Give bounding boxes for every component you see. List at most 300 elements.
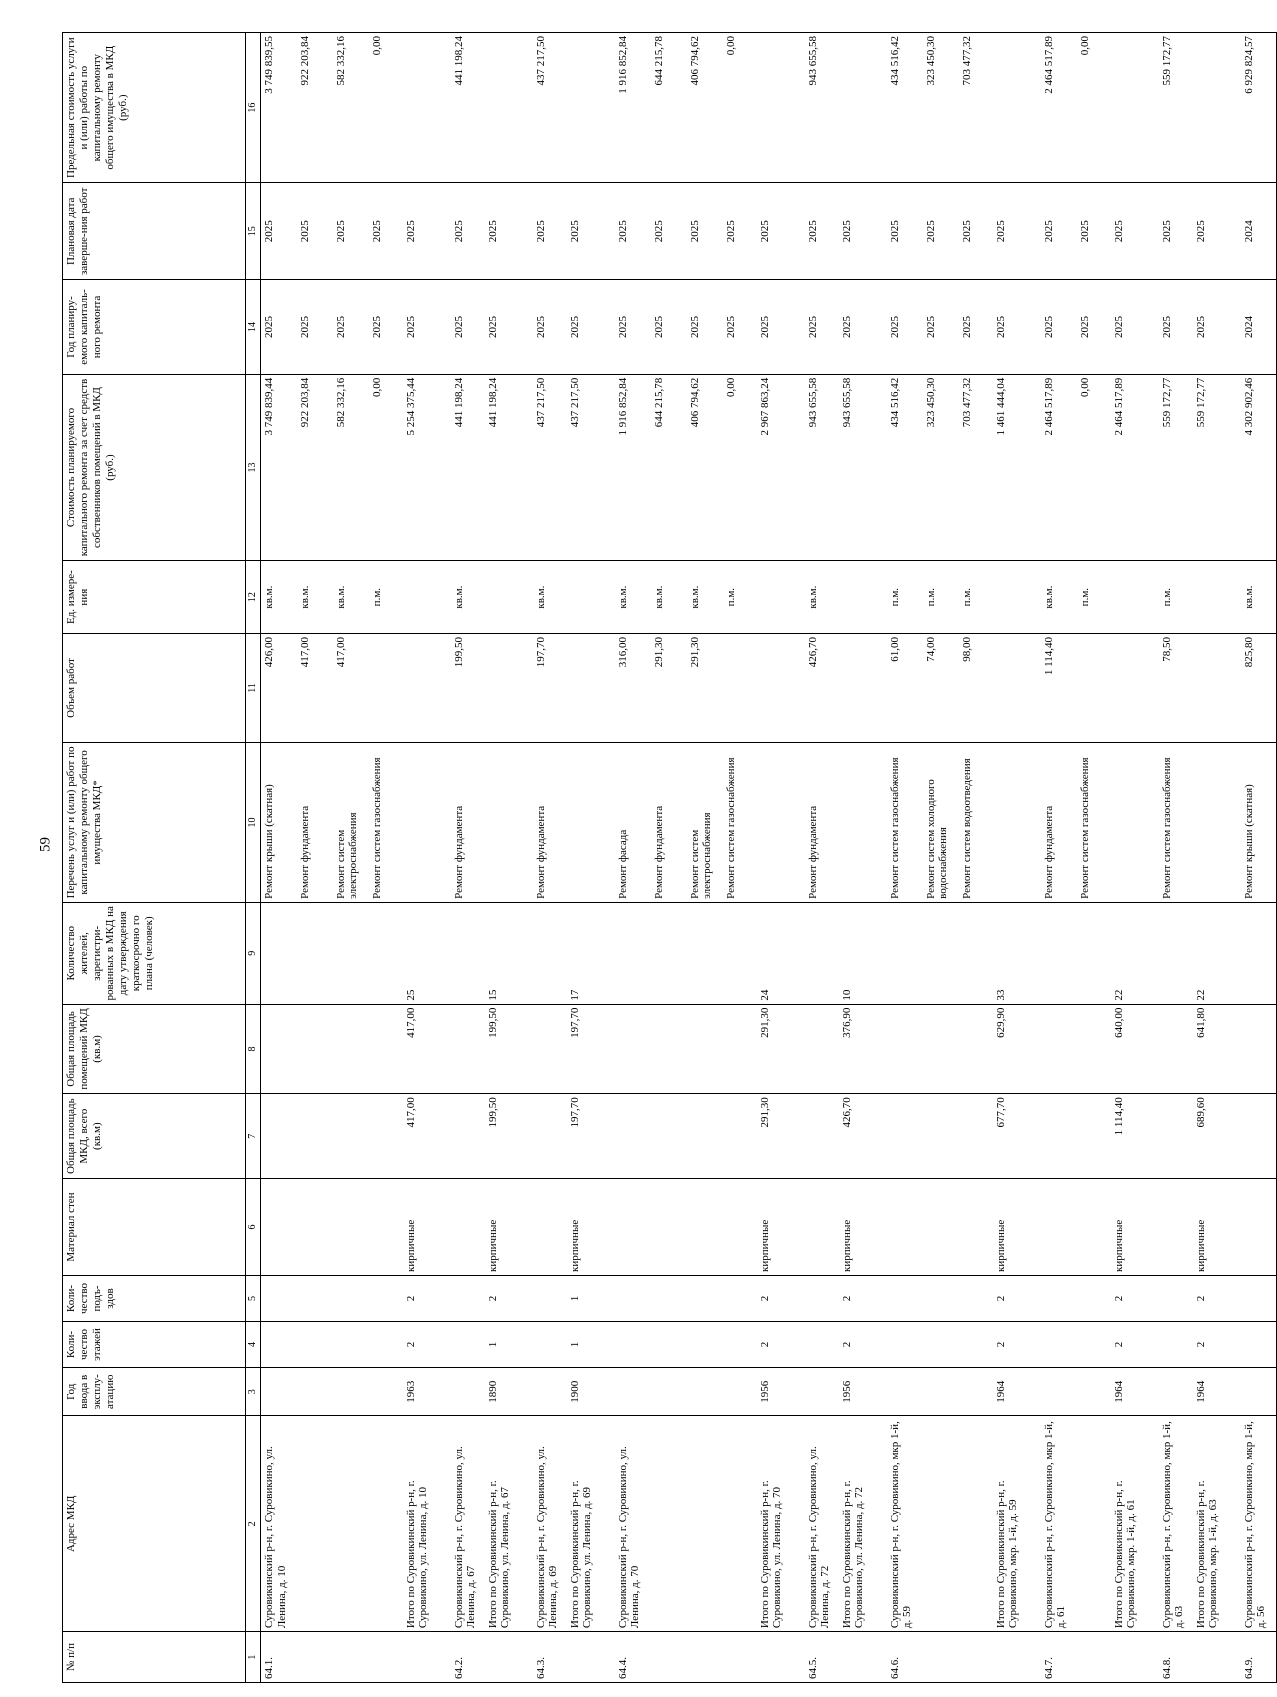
wall-material-cell: кирпичные xyxy=(405,1179,451,1276)
header-cell: Коли-чество этажей xyxy=(63,1322,246,1368)
year-built-cell xyxy=(369,1368,405,1416)
limit-cost-cell xyxy=(841,33,887,183)
planned-cost-cell: 1 461 444,04 xyxy=(995,374,1041,561)
table-row xyxy=(651,33,687,1683)
residents-cell: 10 xyxy=(841,902,887,1004)
header-cell: Год ввода в эксплу-атацию xyxy=(63,1368,246,1416)
wall-material-cell: кирпичные xyxy=(1195,1179,1241,1276)
completion-year-cell: 2025 xyxy=(887,183,923,280)
column-number: 8 xyxy=(246,1004,261,1094)
work-volume-cell: 74,00 xyxy=(923,633,959,742)
planned-cost-cell: 582 332,16 xyxy=(333,374,369,561)
work-type-cell: Ремонт систем холодного водоснабжения xyxy=(923,742,959,902)
residents-cell xyxy=(451,902,487,1004)
limit-cost-cell: 2 464 517,89 xyxy=(1041,33,1077,183)
unit-cell: кв.м. xyxy=(451,561,487,634)
work-type-cell: Ремонт фундамента xyxy=(1041,742,1077,902)
unit-cell xyxy=(1195,561,1241,634)
limit-cost-cell xyxy=(405,33,451,183)
column-number: 10 xyxy=(246,742,261,902)
row-number-cell: 64.2. xyxy=(451,1632,487,1683)
work-type-cell xyxy=(1113,742,1159,902)
floors-cell: 2 xyxy=(995,1322,1041,1368)
work-type-cell: Ремонт систем газоснабжения xyxy=(1159,742,1195,902)
unit-cell: п.м. xyxy=(887,561,923,634)
address-cell: Суровикинский р-н, г. Суровикино, мкр 1-й, д. 59 xyxy=(887,1416,923,1632)
planned-cost-cell: 2 464 517,89 xyxy=(1041,374,1077,561)
floors-cell xyxy=(805,1322,841,1368)
residents-cell xyxy=(261,902,297,1004)
header-cell: Адрес МКД xyxy=(63,1416,246,1632)
repair-year-cell: 2025 xyxy=(995,280,1041,374)
unit-cell: кв.м. xyxy=(615,561,651,634)
residents-cell xyxy=(651,902,687,1004)
row-number-cell xyxy=(841,1632,887,1683)
floors-cell: 2 xyxy=(759,1322,805,1368)
column-number: 3 xyxy=(246,1368,261,1416)
row-number-cell: 64.6. xyxy=(887,1632,923,1683)
entrances-cell xyxy=(805,1275,841,1321)
wall-material-cell xyxy=(369,1179,405,1276)
residents-cell xyxy=(723,902,759,1004)
wall-material-cell: кирпичные xyxy=(841,1179,887,1276)
repair-year-cell: 2025 xyxy=(887,280,923,374)
planned-cost-cell: 1 916 852,84 xyxy=(615,374,651,561)
total-area-cell xyxy=(333,1094,369,1179)
premises-area-cell: 199,50 xyxy=(487,1004,533,1094)
year-built-cell xyxy=(1077,1368,1113,1416)
header-cell: Коли-чество подъ-здов xyxy=(63,1275,246,1321)
planned-cost-cell: 406 794,62 xyxy=(687,374,723,561)
premises-area-cell xyxy=(333,1004,369,1094)
premises-area-cell: 641,80 xyxy=(1195,1004,1241,1094)
column-number: 1 xyxy=(246,1632,261,1683)
premises-area-cell xyxy=(533,1004,569,1094)
year-built-cell xyxy=(615,1368,651,1416)
year-built-cell xyxy=(651,1368,687,1416)
limit-cost-cell: 6 929 824,57 xyxy=(1241,33,1277,183)
column-number: 16 xyxy=(246,33,261,183)
total-area-cell: 417,00 xyxy=(405,1094,451,1179)
table-row xyxy=(723,33,759,1683)
residents-cell xyxy=(887,902,923,1004)
completion-year-cell: 2025 xyxy=(723,183,759,280)
total-row xyxy=(759,33,805,1683)
unit-cell: кв.м. xyxy=(651,561,687,634)
work-type-cell xyxy=(759,742,805,902)
entrances-cell xyxy=(923,1275,959,1321)
limit-cost-cell xyxy=(569,33,615,183)
total-area-cell xyxy=(1241,1094,1277,1179)
column-number: 15 xyxy=(246,183,261,280)
table-row xyxy=(451,33,487,1683)
wall-material-cell xyxy=(297,1179,333,1276)
residents-cell: 25 xyxy=(405,902,451,1004)
work-volume-cell: 417,00 xyxy=(297,633,333,742)
premises-area-cell xyxy=(723,1004,759,1094)
repair-year-cell: 2025 xyxy=(333,280,369,374)
address-cell: Итого по Суровикинский р-н, г. Суровикино, мкр. 1-й, д. 63 xyxy=(1195,1416,1241,1632)
completion-year-cell: 2025 xyxy=(995,183,1041,280)
entrances-cell xyxy=(959,1275,995,1321)
header-cell: Общая площадь МКД, всего (кв.м) xyxy=(63,1094,246,1179)
total-row xyxy=(995,33,1041,1683)
row-number-cell: 64.3. xyxy=(533,1632,569,1683)
repair-year-cell: 2025 xyxy=(261,280,297,374)
column-number: 13 xyxy=(246,374,261,561)
work-type-cell: Ремонт систем газоснабжения xyxy=(887,742,923,902)
floors-cell xyxy=(887,1322,923,1368)
work-type-cell: Ремонт систем электроснабжения xyxy=(687,742,723,902)
unit-cell: кв.м. xyxy=(687,561,723,634)
floors-cell xyxy=(1077,1322,1113,1368)
address-cell: Итого по Суровикинский р-н, г. Суровикино, ул. Ленина, д. 69 xyxy=(569,1416,615,1632)
address-cell: Итого по Суровикинский р-н, г. Суровикино, мкр. 1-й, д. 61 xyxy=(1113,1416,1159,1632)
work-volume-cell xyxy=(569,633,615,742)
total-row xyxy=(1195,33,1241,1683)
premises-area-cell xyxy=(959,1004,995,1094)
repair-year-cell: 2025 xyxy=(723,280,759,374)
floors-cell: 1 xyxy=(569,1322,615,1368)
residents-cell xyxy=(1077,902,1113,1004)
entrances-cell: 2 xyxy=(1195,1275,1241,1321)
address-cell: Суровикинский р-н, г. Суровикино, ул. Ленина, д. 67 xyxy=(451,1416,487,1632)
floors-cell: 2 xyxy=(405,1322,451,1368)
wall-material-cell xyxy=(723,1179,759,1276)
address-cell: Итого по Суровикинский р-н, г. Суровикино, мкр. 1-й, д. 59 xyxy=(995,1416,1041,1632)
premises-area-cell xyxy=(369,1004,405,1094)
column-number: 5 xyxy=(246,1275,261,1321)
year-built-cell xyxy=(887,1368,923,1416)
work-type-cell: Ремонт систем газоснабжения xyxy=(369,742,405,902)
floors-cell: 2 xyxy=(1195,1322,1241,1368)
work-type-cell: Ремонт систем водоотведения xyxy=(959,742,995,902)
column-number: 12 xyxy=(246,561,261,634)
row-number-cell xyxy=(651,1632,687,1683)
address-cell xyxy=(333,1416,369,1632)
row-number-cell: 64.5. xyxy=(805,1632,841,1683)
wall-material-cell xyxy=(651,1179,687,1276)
address-cell xyxy=(297,1416,333,1632)
work-type-cell: Ремонт крыши (скатная) xyxy=(261,742,297,902)
table-row xyxy=(615,33,651,1683)
completion-year-cell: 2025 xyxy=(451,183,487,280)
repair-year-cell: 2025 xyxy=(1113,280,1159,374)
completion-year-cell: 2025 xyxy=(1113,183,1159,280)
wall-material-cell xyxy=(615,1179,651,1276)
entrances-cell: 2 xyxy=(759,1275,805,1321)
work-type-cell xyxy=(405,742,451,902)
total-area-cell xyxy=(369,1094,405,1179)
premises-area-cell: 640,00 xyxy=(1113,1004,1159,1094)
completion-year-cell: 2025 xyxy=(959,183,995,280)
planned-cost-cell: 2 464 517,89 xyxy=(1113,374,1159,561)
unit-cell: п.м. xyxy=(923,561,959,634)
column-number: 11 xyxy=(246,633,261,742)
repair-year-cell: 2025 xyxy=(569,280,615,374)
total-area-cell xyxy=(615,1094,651,1179)
column-number: 4 xyxy=(246,1322,261,1368)
entrances-cell xyxy=(687,1275,723,1321)
limit-cost-cell: 437 217,50 xyxy=(533,33,569,183)
wall-material-cell: кирпичные xyxy=(569,1179,615,1276)
year-built-cell xyxy=(333,1368,369,1416)
address-cell: Суровикинский р-н, г. Суровикино, ул. Ленина, д. 10 xyxy=(261,1416,297,1632)
limit-cost-cell: 0,00 xyxy=(369,33,405,183)
residents-cell xyxy=(1241,902,1277,1004)
residents-cell xyxy=(369,902,405,1004)
total-row xyxy=(841,33,887,1683)
work-type-cell xyxy=(995,742,1041,902)
wall-material-cell: кирпичные xyxy=(995,1179,1041,1276)
repair-year-cell: 2025 xyxy=(451,280,487,374)
planned-cost-cell: 922 203,84 xyxy=(297,374,333,561)
repair-year-cell: 2025 xyxy=(651,280,687,374)
row-number-cell: 64.4. xyxy=(615,1632,651,1683)
completion-year-cell: 2025 xyxy=(805,183,841,280)
table-row xyxy=(533,33,569,1683)
year-built-cell xyxy=(687,1368,723,1416)
work-volume-cell xyxy=(405,633,451,742)
unit-cell xyxy=(569,561,615,634)
work-type-cell: Ремонт крыши (скатная) xyxy=(1241,742,1277,902)
limit-cost-cell: 559 172,77 xyxy=(1159,33,1195,183)
row-number-cell: 64.7. xyxy=(1041,1632,1077,1683)
address-cell xyxy=(369,1416,405,1632)
planned-cost-cell: 323 450,30 xyxy=(923,374,959,561)
completion-year-cell: 2025 xyxy=(533,183,569,280)
planned-cost-cell: 559 172,77 xyxy=(1195,374,1241,561)
wall-material-cell xyxy=(1041,1179,1077,1276)
premises-area-cell xyxy=(1077,1004,1113,1094)
work-type-cell: Ремонт фундамента xyxy=(297,742,333,902)
total-area-cell: 677,70 xyxy=(995,1094,1041,1179)
total-row xyxy=(569,33,615,1683)
header-cell: Стоимость планируемого капитального ремонта за счет средств собственников помещений в МКД (руб.) xyxy=(63,374,246,561)
completion-year-cell: 2025 xyxy=(1159,183,1195,280)
address-cell: Итого по Суровикинский р-н, г. Суровикино, ул. Ленина, д. 72 xyxy=(841,1416,887,1632)
row-number-cell: 64.8. xyxy=(1159,1632,1195,1683)
work-volume-cell: 78,50 xyxy=(1159,633,1195,742)
repair-year-cell: 2025 xyxy=(959,280,995,374)
year-built-cell xyxy=(923,1368,959,1416)
residents-cell xyxy=(1041,902,1077,1004)
table-row xyxy=(805,33,841,1683)
repair-year-cell: 2024 xyxy=(1241,280,1277,374)
planned-cost-cell: 0,00 xyxy=(1077,374,1113,561)
wall-material-cell xyxy=(533,1179,569,1276)
address-cell: Суровикинский р-н, г. Суровикино, мкр 1-й, д. 63 xyxy=(1159,1416,1195,1632)
entrances-cell: 2 xyxy=(1113,1275,1159,1321)
completion-year-cell: 2025 xyxy=(687,183,723,280)
planned-cost-cell: 3 749 839,44 xyxy=(261,374,297,561)
residents-cell: 22 xyxy=(1195,902,1241,1004)
header-cell: № п/п xyxy=(63,1632,246,1683)
address-cell xyxy=(923,1416,959,1632)
limit-cost-cell: 0,00 xyxy=(723,33,759,183)
planned-cost-cell: 437 217,50 xyxy=(569,374,615,561)
total-area-cell xyxy=(887,1094,923,1179)
residents-cell: 24 xyxy=(759,902,805,1004)
year-built-cell xyxy=(959,1368,995,1416)
premises-area-cell xyxy=(651,1004,687,1094)
completion-year-cell: 2025 xyxy=(1195,183,1241,280)
premises-area-cell xyxy=(297,1004,333,1094)
table-row xyxy=(261,33,297,1683)
total-area-cell xyxy=(533,1094,569,1179)
premises-area-cell xyxy=(451,1004,487,1094)
repair-year-cell: 2025 xyxy=(369,280,405,374)
total-area-cell xyxy=(1041,1094,1077,1179)
completion-year-cell: 2025 xyxy=(841,183,887,280)
row-number-cell xyxy=(923,1632,959,1683)
premises-area-cell: 197,70 xyxy=(569,1004,615,1094)
year-built-cell xyxy=(1159,1368,1195,1416)
row-number-cell xyxy=(687,1632,723,1683)
entrances-cell xyxy=(533,1275,569,1321)
entrances-cell xyxy=(1159,1275,1195,1321)
limit-cost-cell: 406 794,62 xyxy=(687,33,723,183)
address-cell xyxy=(959,1416,995,1632)
capital-repair-table-container xyxy=(62,32,1268,1683)
address-cell: Итого по Суровикинский р-н, г. Суровикино, ул. Ленина, д. 67 xyxy=(487,1416,533,1632)
unit-cell xyxy=(841,561,887,634)
wall-material-cell: кирпичные xyxy=(487,1179,533,1276)
planned-cost-cell: 4 302 902,46 xyxy=(1241,374,1277,561)
table-row xyxy=(687,33,723,1683)
column-number: 9 xyxy=(246,902,261,1004)
completion-year-cell: 2025 xyxy=(923,183,959,280)
entrances-cell xyxy=(261,1275,297,1321)
premises-area-cell xyxy=(261,1004,297,1094)
row-number-cell xyxy=(1195,1632,1241,1683)
header-cell: Ед. измере-ния xyxy=(63,561,246,634)
wall-material-cell xyxy=(333,1179,369,1276)
row-number-cell xyxy=(487,1632,533,1683)
work-volume-cell: 316,00 xyxy=(615,633,651,742)
unit-cell xyxy=(405,561,451,634)
floors-cell xyxy=(261,1322,297,1368)
floors-cell xyxy=(333,1322,369,1368)
limit-cost-cell: 323 450,30 xyxy=(923,33,959,183)
column-number: 14 xyxy=(246,280,261,374)
row-number-cell xyxy=(1077,1632,1113,1683)
row-number-cell xyxy=(959,1632,995,1683)
repair-year-cell: 2025 xyxy=(1041,280,1077,374)
floors-cell xyxy=(1241,1322,1277,1368)
year-built-cell xyxy=(723,1368,759,1416)
address-cell: Суровикинский р-н, г. Суровикино, ул. Ленина, д. 69 xyxy=(533,1416,569,1632)
total-area-cell xyxy=(1159,1094,1195,1179)
entrances-cell xyxy=(451,1275,487,1321)
unit-cell: кв.м. xyxy=(333,561,369,634)
limit-cost-cell: 582 332,16 xyxy=(333,33,369,183)
row-number-cell xyxy=(723,1632,759,1683)
unit-cell: кв.м. xyxy=(533,561,569,634)
planned-cost-cell: 0,00 xyxy=(723,374,759,561)
work-volume-cell: 291,30 xyxy=(651,633,687,742)
header-cell: Год планиру-емого капиталь-ного ремонта xyxy=(63,280,246,374)
work-volume-cell xyxy=(1195,633,1241,742)
row-number-cell xyxy=(369,1632,405,1683)
entrances-cell xyxy=(1041,1275,1077,1321)
premises-area-cell xyxy=(923,1004,959,1094)
table-row xyxy=(1241,33,1277,1683)
wall-material-cell xyxy=(959,1179,995,1276)
total-area-cell: 689,60 xyxy=(1195,1094,1241,1179)
work-volume-cell xyxy=(369,633,405,742)
residents-cell xyxy=(297,902,333,1004)
year-built-cell: 1956 xyxy=(759,1368,805,1416)
limit-cost-cell: 703 477,32 xyxy=(959,33,995,183)
wall-material-cell xyxy=(261,1179,297,1276)
planned-cost-cell: 441 198,24 xyxy=(451,374,487,561)
residents-cell: 15 xyxy=(487,902,533,1004)
work-volume-cell: 199,50 xyxy=(451,633,487,742)
address-cell: Суровикинский р-н, г. Суровикино, мкр 1-й, д. 61 xyxy=(1041,1416,1077,1632)
header-cell: Плановая дата заверше-ния работ xyxy=(63,183,246,280)
floors-cell xyxy=(651,1322,687,1368)
entrances-cell xyxy=(297,1275,333,1321)
planned-cost-cell: 0,00 xyxy=(369,374,405,561)
repair-year-cell: 2025 xyxy=(615,280,651,374)
total-row xyxy=(487,33,533,1683)
limit-cost-cell xyxy=(1113,33,1159,183)
premises-area-cell: 629,90 xyxy=(995,1004,1041,1094)
row-number-cell: 64.9. xyxy=(1241,1632,1277,1683)
floors-cell xyxy=(533,1322,569,1368)
floors-cell: 1 xyxy=(487,1322,533,1368)
address-cell xyxy=(723,1416,759,1632)
work-type-cell: Ремонт фундамента xyxy=(451,742,487,902)
entrances-cell: 2 xyxy=(405,1275,451,1321)
repair-year-cell: 2025 xyxy=(487,280,533,374)
work-volume-cell xyxy=(841,633,887,742)
row-number-cell xyxy=(1113,1632,1159,1683)
planned-cost-cell: 943 655,58 xyxy=(841,374,887,561)
planned-cost-cell: 441 198,24 xyxy=(487,374,533,561)
address-cell: Суровикинский р-н, г. Суровикино, ул. Ленина, д. 70 xyxy=(615,1416,651,1632)
entrances-cell: 2 xyxy=(995,1275,1041,1321)
unit-cell: кв.м. xyxy=(261,561,297,634)
premises-area-cell xyxy=(1041,1004,1077,1094)
work-type-cell xyxy=(487,742,533,902)
total-area-cell xyxy=(687,1094,723,1179)
work-type-cell xyxy=(1195,742,1241,902)
year-built-cell xyxy=(533,1368,569,1416)
limit-cost-cell: 3 749 839,55 xyxy=(261,33,297,183)
residents-cell xyxy=(533,902,569,1004)
floors-cell xyxy=(297,1322,333,1368)
entrances-cell xyxy=(615,1275,651,1321)
unit-cell: п.м. xyxy=(1159,561,1195,634)
work-volume-cell: 98,00 xyxy=(959,633,995,742)
table-row xyxy=(959,33,995,1683)
wall-material-cell xyxy=(923,1179,959,1276)
total-area-cell xyxy=(723,1094,759,1179)
total-area-cell: 426,70 xyxy=(841,1094,887,1179)
total-row xyxy=(405,33,451,1683)
work-volume-cell: 291,30 xyxy=(687,633,723,742)
total-area-cell xyxy=(261,1094,297,1179)
work-type-cell: Ремонт фасада xyxy=(615,742,651,902)
repair-year-cell: 2025 xyxy=(405,280,451,374)
header-cell: Общая площадь помещений МКД (кв.м) xyxy=(63,1004,246,1094)
completion-year-cell: 2025 xyxy=(615,183,651,280)
unit-cell: кв.м. xyxy=(297,561,333,634)
year-built-cell xyxy=(1241,1368,1277,1416)
residents-cell: 22 xyxy=(1113,902,1159,1004)
